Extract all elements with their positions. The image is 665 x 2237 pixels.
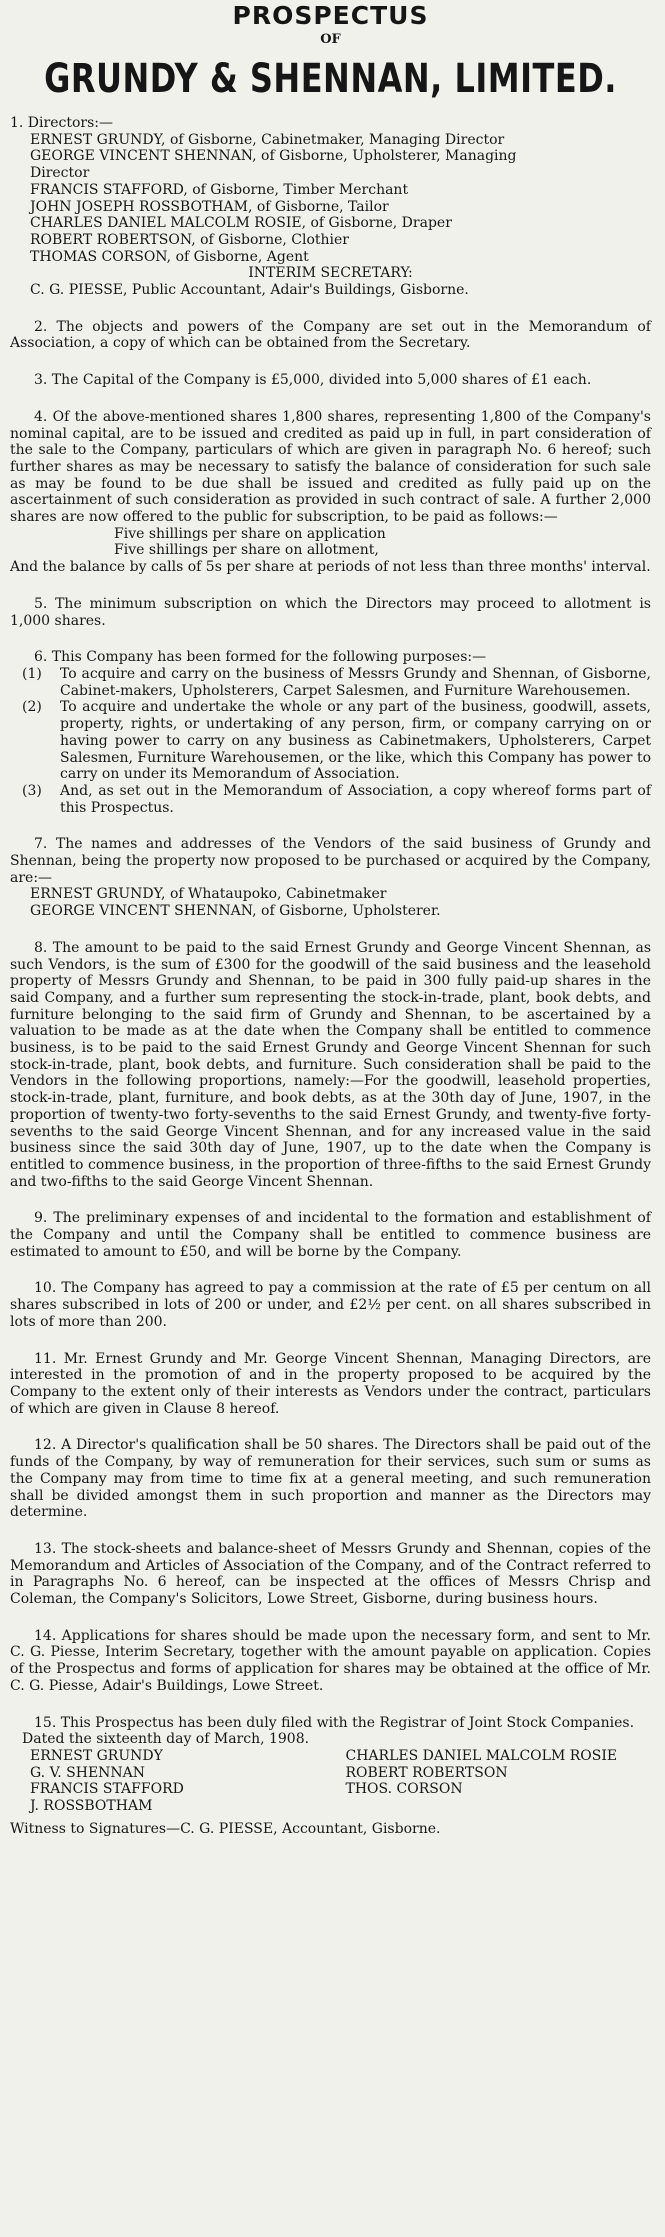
section-14: 14. Applications for shares should be made upon the necessary form, and sent to Mr. C. G. Piesse, Interim Secretary, together with the amount payable on application. Copies of the Prospectus and forms of application for shares may be obtained at the office of Mr. C. G. Piesse, Adair's Buildings, Lowe Street. [10,1627,651,1694]
section-7-text: 7. The names and addresses of the Vendors of the said business of Grundy and Shennan, being the property now proposed to be purchased or acquired by the Company, are:— [10,836,651,886]
section-4 [10,409,651,576]
signature-name: THOS. CORSON [345,1781,463,1798]
section-4-text: 4. Of the above-mentioned shares 1,800 shares, representing 1,800 of the Company's nominal capital, are to be issued and credited as paid up in full, in part consideration of the sale to the Company, particulars of which are given in paragraph No. 6 hereof; such further shares as may be necessary to satisfy the balance of consideration for such sale as may be found to be due shall be issued and credited as fully paid up on the ascertainment of such consideration as provided in such contract of sale. A further 2,000 shares are now offered to the public for subscription, to be paid as follows:— [10,408,651,526]
purpose-item [10,699,651,783]
purpose-item [10,666,651,699]
director-line: ERNEST GRUNDY, of Gisborne, Cabinetmaker, Managing Director [30,131,505,148]
section-6 [10,649,651,816]
section-1-directors [10,115,651,299]
purpose-text: And, as set out in the Memorandum of Association, a copy whereof forms part of this Prospectus. [60,782,651,816]
signatures [10,1748,651,1815]
director-line: ROBERT ROBERTSON, of Gisborne, Clothier [30,231,349,248]
director-line: Director [30,165,90,182]
director-line: CHARLES DANIEL MALCOLM ROSIE, of Gisborne, Draper [30,215,452,232]
section-2: 2. The objects and powers of the Company are set out in the Memorandum of Association, a copy of which can be obtained from the Secretary. [10,318,651,352]
section-12: 12. A Director's qualification shall be 50 shares. The Directors shall be paid out of the funds of the Company, by way of remuneration for their services, such sum or sums as the Company may from time to time fix at a general meeting, and such remuneration shall be divided amongst them in such proportion and manner as the Directors may determine. [10,1437,651,1521]
section-3: 3. The Capital of the Company is £5,000, divided into 5,000 shares of £1 each. [34,372,592,389]
purpose-text: To acquire and carry on the business of Messrs Grundy and Shennan, of Gisborne, Cabinet-makers, Upholsterers, Carpet Salesmen, and Furniture Warehousemen. [60,665,651,699]
section-7 [10,836,651,920]
signature-name: ROBERT ROBERTSON [345,1764,508,1781]
section-10: 10. The Company has agreed to pay a commission at the rate of £5 per centum on all shares subscribed in lots of 200 or under, and £2½ per cent. on all shares subscribed in lots of more than 200. [10,1280,651,1330]
signature-name: CHARLES DANIEL MALCOLM ROSIE [345,1747,618,1764]
vendor-line: GEORGE VINCENT SHENNAN, of Gisborne, Upholsterer. [30,903,441,920]
section-13: 13. The stock-sheets and balance-sheet of Messrs Grundy and Shennan, copies of the Memorandum and Articles of Association of the Company, and of the Contract referred to in Paragraphs No. 6 hereof, can be inspected at the offices of Messrs Chrisp and Coleman, the Company's Solicitors, Lowe Street, Gisborne, during business hours. [10,1540,651,1608]
section-5: 5. The minimum subscription on which the Directors may proceed to allotment is 1,000 shares. [10,595,651,629]
purpose-number: (3) [22,782,42,799]
director-line: JOHN JOSEPH ROSSBOTHAM, of Gisborne, Tailor [30,198,389,215]
vendor-line: ERNEST GRUNDY, of Whataupoko, Cabinetmaker [30,886,387,903]
section-4-balance: And the balance by calls of 5s per share at periods of not less than three months' interval. [10,559,651,576]
witness-line: Witness to Signatures—C. G. PIESSE, Accountant, Gisborne. [10,1820,441,1837]
signature-name: FRANCIS STAFFORD [30,1781,184,1798]
payment-line: Five shillings per share on allotment, [114,542,379,559]
dated-line: Dated the sixteenth day of March, 1908. [22,1731,310,1748]
directors-heading: 1. Directors:— [10,115,113,131]
payment-line: Five shillings per share on application [114,525,386,542]
section-9: 9. The preliminary expenses of and incidental to the formation and establishment of the Company and until the Company shall be entitled to commence business are estimated to amount to £50, and will be borne by the Company. [10,1210,651,1260]
director-line: THOMAS CORSON, of Gisborne, Agent [30,248,309,265]
signature-name: G. V. SHENNAN [30,1764,146,1781]
section-6-heading: 6. This Company has been formed for the following purposes:— [34,649,487,666]
director-line: FRANCIS STAFFORD, of Gisborne, Timber Merchant [30,181,409,198]
signature-name: J. ROSSBOTHAM [30,1798,153,1815]
purpose-text: To acquire and undertake the whole or any part of the business, goodwill, assets, property, rights, or undertaking of any person, firm, or company carrying on or having power to carry on any business as Cabinetmakers, Upholsterers, Carpet Salesmen, Furniture Warehousemen, or the like, which this Company has power to carry on under its Memorandum of Association. [60,699,651,783]
secretary-heading: INTERIM SECRETARY: [248,265,413,282]
prospectus-title: PROSPECTUS [232,1,429,30]
signatures-left [30,1748,336,1815]
purpose-number: (1) [22,665,42,682]
section-8: 8. The amount to be paid to the said Ernest Grundy and George Vincent Shennan, as such Vendors, is the sum of £300 for the goodwill of the said business and the leasehold property of Messrs Grundy and Shennan, to be paid in 300 fully paid-up shares in the said Company, and a further sum representing the stock-in-trade, plant, book debts, and furniture belonging to the said firm of Grundy and Shennan, to be ascertained by a valuation to be made as at the date when the Company shall be entitled to commence business, is to be paid to the said Ernest Grundy and George Vincent Shennan for such stock-in-trade, plant, book debts, and furniture. Such consideration shall be paid to the Vendors in the following proportions, namely:—For the goodwill, leasehold properties, stock-in-trade, plant, furniture, and book debts, as at the 30th day of June, 1907, in the proportion of twenty-two forty-sevenths to the said Ernest Grundy, and twenty-five forty-sevenths to the said George Vincent Shennan, and for any increased value in the said business since the said 30th day of June, 1907, up to the date when the Company is entitled to commence business, in the proportion of three-fifths to the said Ernest Grundy and two-fifths to the said George Vincent Shennan. [10,939,651,1190]
section-15: 15. This Prospectus has been duly filed with the Registrar of Joint Stock Companies. [34,1714,635,1731]
signatures-right [346,1748,652,1815]
company-name: GRUNDY & SHENNAN, LIMITED. [44,54,617,102]
title-of: OF [320,32,341,47]
purpose-item [10,783,651,816]
purpose-number: (2) [22,699,42,716]
signature-name: ERNEST GRUNDY [30,1747,163,1764]
director-line: GEORGE VINCENT SHENNAN, of Gisborne, Upholsterer, Managing [30,148,517,165]
section-11: 11. Mr. Ernest Grundy and Mr. George Vincent Shennan, Managing Directors, are interested in the promotion of and in the property proposed to be acquired by the Company to the extent only of their interests as Vendors under the contract, particulars of which are given in Clause 8 hereof. [10,1350,651,1417]
secretary-line: C. G. PIESSE, Public Accountant, Adair's Buildings, Gisborne. [30,282,469,299]
